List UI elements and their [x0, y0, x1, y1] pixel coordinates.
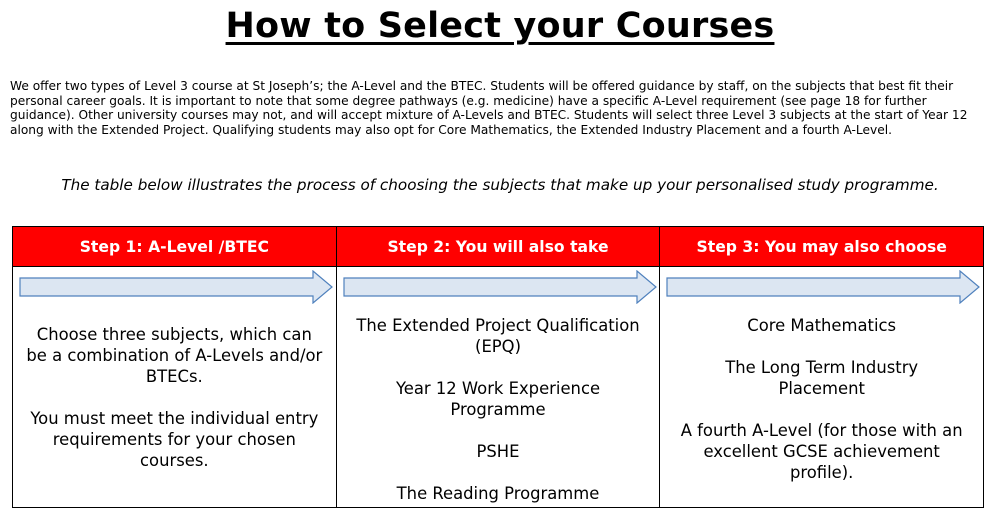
step-1-heading: Step 1: A-Level /BTEC [13, 227, 336, 267]
course-selection-table [12, 226, 984, 508]
right-arrow-icon [666, 270, 980, 304]
step-1-item: You must meet the individual entry requirements for your chosen courses. [30, 409, 319, 470]
step-2-item: PSHE [476, 442, 520, 461]
step-2-item: The Reading Programme [396, 484, 600, 503]
step-3-item: Core Mathematics [747, 316, 897, 335]
step-1-column [13, 227, 337, 507]
right-arrow-icon [343, 270, 657, 304]
step-3-item: The Long Term Industry Placement [725, 358, 919, 398]
table-caption: The table below illustrates the process of choosing the subjects that make up your personalised study programme. [61, 176, 939, 194]
step-3-column [660, 227, 983, 507]
page-title: How to Select your Courses [225, 6, 775, 46]
step-2-item: The Extended Project Qualification (EPQ) [356, 316, 640, 356]
step-3-heading: Step 3: You may also choose [660, 227, 983, 267]
step-3-item: A fourth A-Level (for those with an excellent GCSE achievement profile). [680, 421, 963, 482]
step-2-heading: Step 2: You will also take [337, 227, 660, 267]
step-2-item: Year 12 Work Experience Programme [395, 379, 601, 419]
step-1-body [17, 324, 332, 503]
right-arrow-icon [19, 270, 333, 304]
step-2-column [337, 227, 661, 507]
step-1-item: Choose three subjects, which can be a combination of A-Levels and/or BTECs. [26, 325, 323, 386]
step-3-body [664, 315, 979, 503]
intro-paragraph: We offer two types of Level 3 course at St Joseph’s; the A-Level and the BTEC. Students will be offered guidance by staff, on the subjects that best fit their personal career goals. It is important to note that some degree pathways (e.g. medicine) have a specific A-Level requirement (see page 18 for further guidance). Other university courses may not, and will accept mixture of A-Levels and BTEC. Students will select three Level 3 subjects at the start of Year 12 along with the Extended Project. Qualifying students may also opt for Core Mathematics, the Extended Industry Placement and a fourth A-Level. [10, 79, 968, 137]
step-2-body [341, 315, 656, 503]
